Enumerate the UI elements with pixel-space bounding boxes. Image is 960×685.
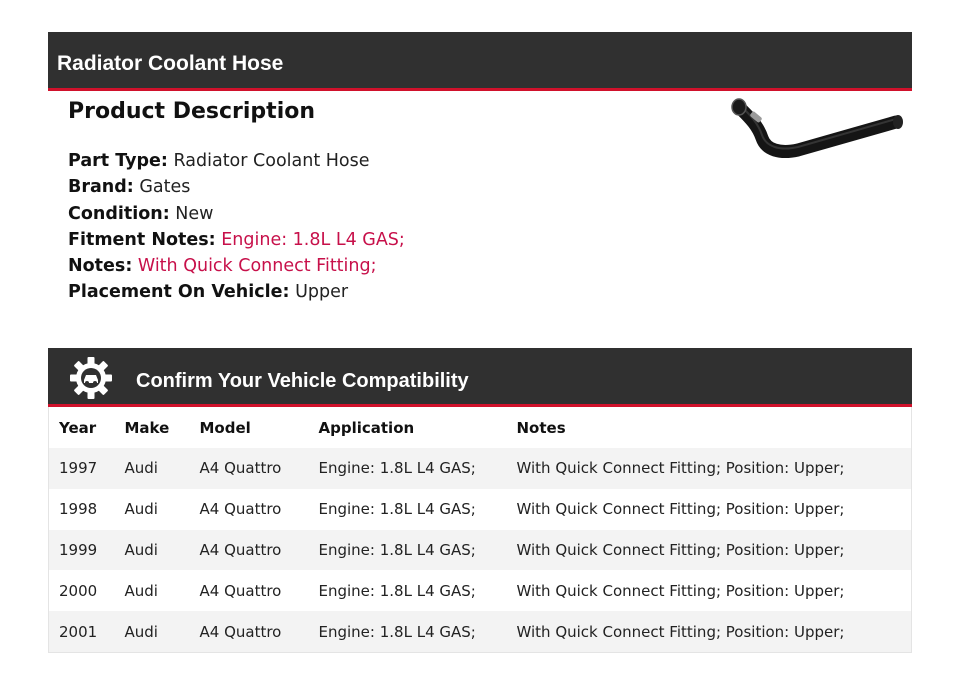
column-header-application: Application (318, 418, 415, 437)
spec-label: Brand: (68, 177, 134, 198)
cell-model: A4 Quattro (199, 622, 282, 641)
cell-year: 1999 (59, 540, 98, 559)
spec-row (68, 253, 688, 279)
spec-row (68, 279, 688, 305)
compatibility-header-title: Confirm Your Vehicle Compatibility (136, 370, 469, 392)
table-row (49, 611, 912, 652)
cell-application: Engine: 1.8L L4 GAS; (318, 540, 476, 559)
cell-application: Engine: 1.8L L4 GAS; (318, 459, 476, 478)
column-header-model: Model (199, 418, 251, 437)
cell-notes: With Quick Connect Fitting; Position: Upper; (516, 581, 845, 600)
cell-application: Engine: 1.8L L4 GAS; (318, 581, 476, 600)
column-header-notes: Notes (516, 418, 566, 437)
spec-value: Upper (295, 282, 349, 303)
cell-model: A4 Quattro (199, 581, 282, 600)
cell-model: A4 Quattro (199, 540, 282, 559)
spec-row (68, 201, 688, 227)
compatibility-header (48, 348, 912, 407)
cell-notes: With Quick Connect Fitting; Position: Upper; (516, 500, 845, 519)
product-description (68, 96, 688, 306)
product-header-title: Radiator Coolant Hose (57, 52, 284, 75)
table-row (49, 489, 912, 530)
product-header (48, 32, 912, 91)
cell-make: Audi (124, 500, 158, 519)
spec-label: Placement On Vehicle: (68, 282, 290, 303)
table-row (49, 570, 912, 611)
cell-notes: With Quick Connect Fitting; Position: Upper; (516, 540, 845, 559)
cell-make: Audi (124, 581, 158, 600)
cell-year: 2000 (59, 581, 98, 600)
cell-make: Audi (124, 622, 158, 641)
cell-make: Audi (124, 459, 158, 478)
cell-model: A4 Quattro (199, 500, 282, 519)
table-row (49, 530, 912, 571)
spec-label: Condition: (68, 203, 170, 224)
spec-label: Notes: (68, 256, 133, 277)
cell-make: Audi (124, 540, 158, 559)
cell-year: 1997 (59, 459, 98, 478)
cell-notes: With Quick Connect Fitting; Position: Upper; (516, 459, 845, 478)
cell-notes: With Quick Connect Fitting; Position: Upper; (516, 622, 845, 641)
spec-row (68, 227, 688, 253)
spec-label: Fitment Notes: (68, 229, 216, 250)
gear-car-icon (68, 355, 114, 401)
column-header-make: Make (124, 418, 170, 437)
spec-label: Part Type: (68, 151, 168, 171)
description-title: Product Description (68, 99, 316, 124)
spec-value: New (175, 203, 214, 224)
column-header-year: Year (59, 418, 97, 437)
spec-row (68, 148, 688, 174)
cell-year: 1998 (59, 500, 98, 519)
spec-row (68, 174, 688, 200)
cell-year: 2001 (59, 622, 98, 641)
spec-value: Engine: 1.8L L4 GAS; (221, 229, 405, 250)
spec-list (68, 148, 688, 306)
spec-value: Gates (139, 177, 191, 198)
cell-application: Engine: 1.8L L4 GAS; (318, 500, 476, 519)
table-header-row (49, 407, 912, 448)
compatibility-table (48, 407, 912, 653)
table-row (49, 448, 912, 489)
cell-application: Engine: 1.8L L4 GAS; (318, 622, 476, 641)
spec-value: With Quick Connect Fitting; (137, 256, 377, 277)
radiator-hose-image (728, 96, 906, 162)
spec-value: Radiator Coolant Hose (173, 151, 370, 171)
cell-model: A4 Quattro (199, 459, 282, 478)
